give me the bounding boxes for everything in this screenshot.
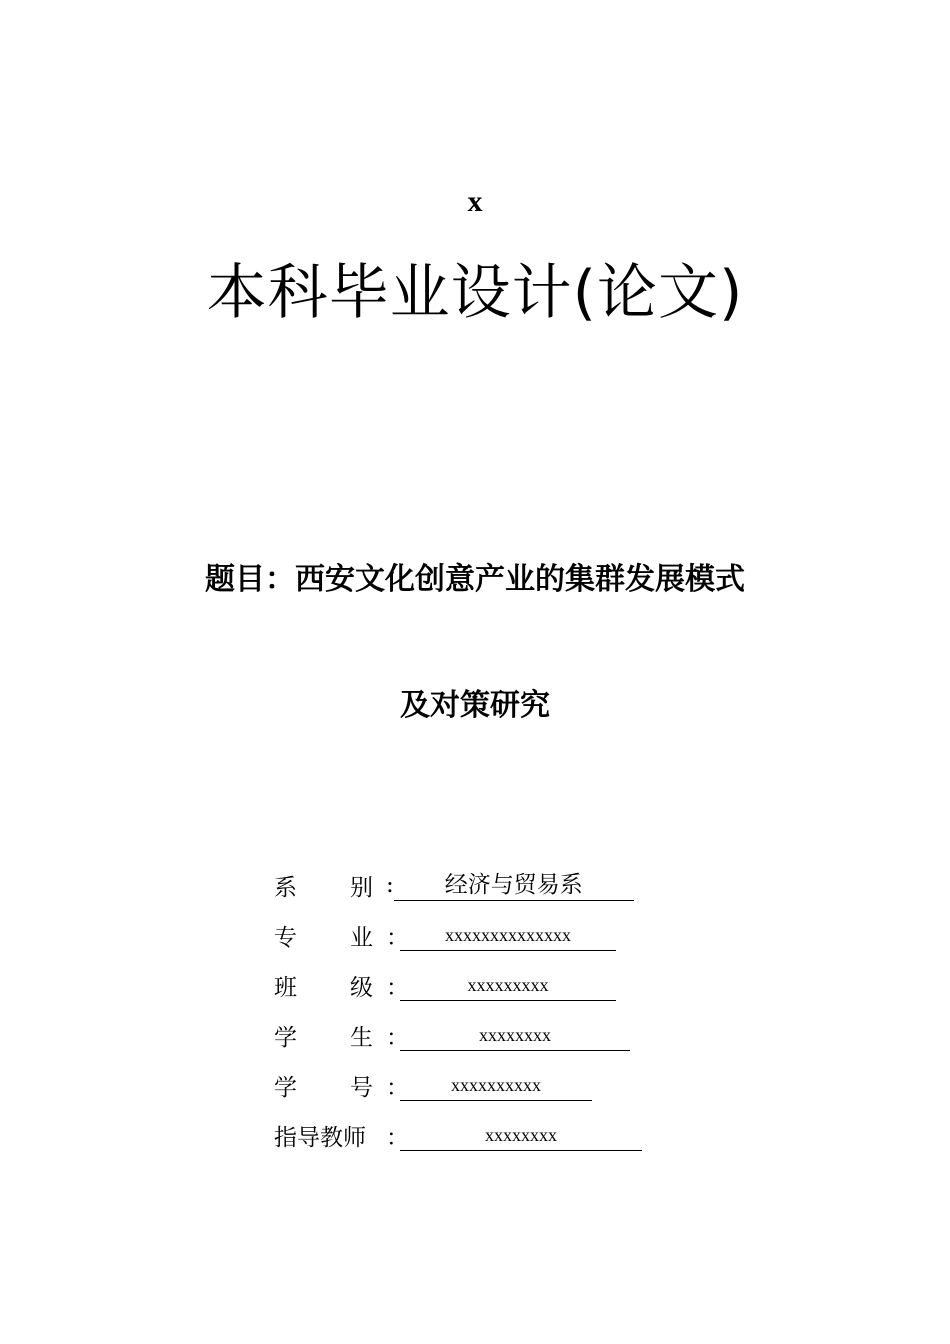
student-sep: ： [386,1024,409,1051]
student-value: xxxxxxxx [400,1020,630,1051]
info-row-department [274,860,642,910]
major-value: xxxxxxxxxxxxxx [400,920,616,951]
topic-line-2: 及对策研究 [400,688,550,723]
student-id-label: 学 号 [274,1074,373,1101]
class-label: 班 级 [274,974,373,1001]
department-value: 经济与贸易系 [394,870,634,901]
major-label: 专 业 [274,924,373,951]
info-row-class [274,960,642,1010]
department-sep: : [386,872,394,898]
school-name: x [467,185,483,218]
document-title: 本科毕业设计(论文) [206,258,744,328]
advisor-value: xxxxxxxx [400,1120,642,1151]
topic-line-1: 题目：西安文化创意产业的集群发展模式 [205,562,745,597]
student-label: 学 生 [274,1024,373,1051]
class-value: xxxxxxxxx [400,970,616,1001]
advisor-sep: ： [386,1124,409,1151]
student-id-sep: ： [386,1074,409,1101]
info-row-student-id [274,1060,642,1110]
student-info-block [274,860,642,1160]
advisor-label: 指导教师 [274,1124,366,1151]
major-sep: ： [386,924,409,951]
info-row-student [274,1010,642,1060]
info-row-advisor [274,1110,642,1160]
class-sep: ： [386,974,409,1001]
student-id-value: xxxxxxxxxx [400,1070,592,1101]
info-row-major [274,910,642,960]
department-label: 系 别 [274,874,373,901]
